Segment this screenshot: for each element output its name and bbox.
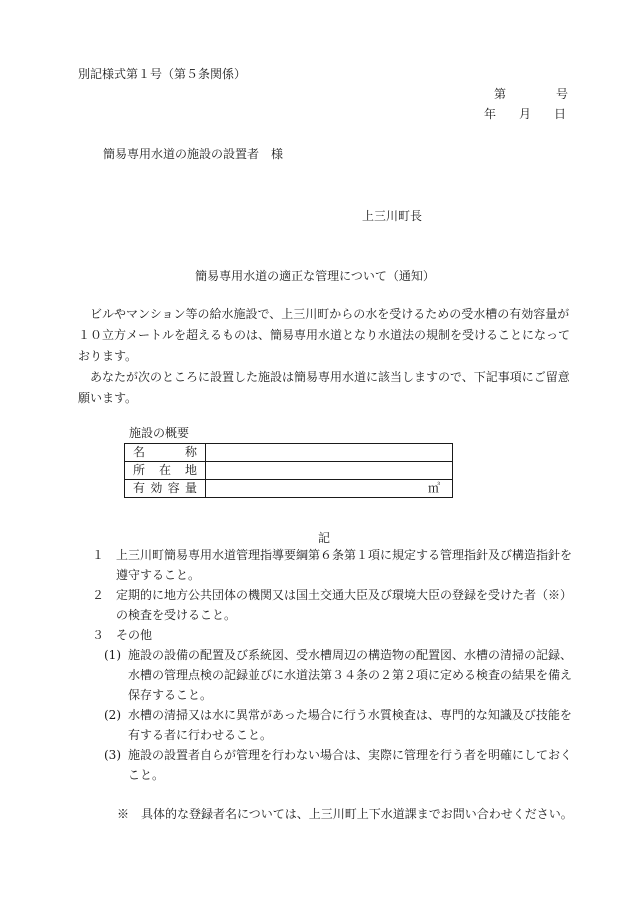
record-heading: 記 (318, 531, 331, 545)
sub-item-number: (3) (104, 748, 121, 762)
sub-list-item (104, 745, 574, 785)
item-text: 定期的に地方公共団体の機関又は国土交通大臣及び環境大臣の登録を受けた者（※）の検査を受けること。 (116, 588, 573, 622)
facility-outline-title: 施設の概要 (129, 426, 190, 440)
date-day: 日 (554, 107, 567, 121)
sub-list-item (104, 645, 574, 705)
body-paragraph-2: あなたが次のところに設置した施設は簡易専用水道に該当しますので、下記事項にご留意願います。 (78, 370, 570, 405)
table-row (125, 480, 453, 498)
document-number-label: 第 (494, 87, 507, 101)
effective-capacity-label: 有効容量 (125, 480, 206, 498)
facility-location-label: 所在地 (125, 462, 206, 480)
item-number: １ (92, 548, 105, 562)
sub-item-number: (2) (104, 708, 121, 722)
date-year: 年 (484, 107, 497, 121)
sub-item-text: 水槽の清掃又は水に異常があった場合に行う水質検査は、専門的な知識及び技能を有する者に行わせること。 (128, 708, 572, 742)
facility-name-label: 名 称 (125, 444, 206, 462)
facility-outline-table (124, 443, 453, 498)
list-item (92, 545, 576, 585)
sub-item-text: 施設の設置者自らが管理を行わない場合は、実際に管理を行う者を明確にしておくこと。 (128, 748, 573, 782)
document-number-suffix: 号 (556, 87, 569, 101)
item-number: ２ (92, 588, 105, 602)
item-text: 上三川町簡易専用水道管理指導要綱第６条第１項に規定する管理指針及び構造指針を遵守すること。 (116, 548, 573, 582)
sub-item-number: (1) (104, 648, 121, 662)
body-paragraph-1: ビルやマンション等の給水施設で、上三川町からの水を受けるための受水槽の有効容量が１０立方メートルを超えるものは、簡易専用水道となり水道法の規制を受けることになっております。 (78, 307, 571, 363)
document-title: 簡易専用水道の適正な管理について（通知） (195, 269, 435, 283)
effective-capacity-unit: ㎥ (206, 480, 453, 498)
facility-location-value (206, 462, 453, 480)
sub-list-item (104, 705, 574, 745)
list-item (92, 585, 576, 625)
sub-item-text: 施設の設備の配置及び系統図、受水槽周辺の構造物の配置図、水槽の清掃の記録、水槽の管理点検の記録並びに水道法第３４条の２第２項に定める検査の結果を備え保存すること。 (128, 648, 573, 702)
addressee: 簡易専用水道の施設の設置者 様 (103, 147, 284, 161)
date-line (484, 106, 566, 122)
registrant-note: ※ 具体的な登録者名については、上三川町上下水道課までお問い合わせください。 (117, 807, 573, 821)
list-item (92, 625, 576, 645)
facility-name-value (206, 444, 453, 462)
form-identifier: 別記様式第１号（第５条関係） (78, 67, 247, 81)
table-row (125, 444, 453, 462)
table-row (125, 462, 453, 480)
sender: 上三川町長 (362, 209, 423, 223)
date-month: 月 (519, 107, 532, 121)
item-number: ３ (92, 628, 105, 642)
item-text: その他 (116, 628, 153, 642)
